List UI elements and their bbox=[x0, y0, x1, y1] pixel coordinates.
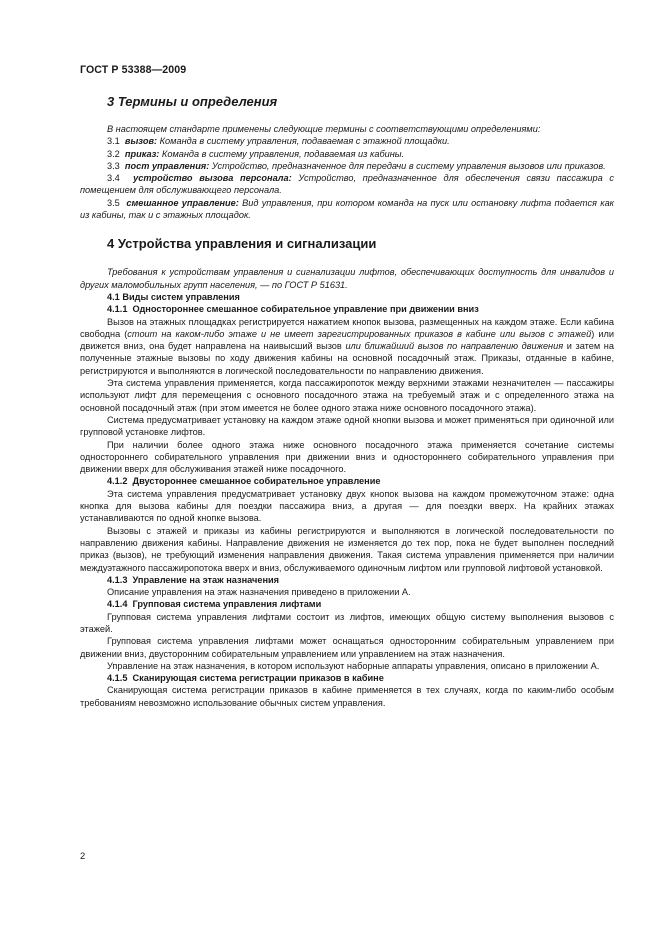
heading-4-1-5: 4.1.5 Сканирующая система регистрации приказов в кабине bbox=[107, 673, 384, 684]
section-4-intro: Требования к устройствам управления и сигнализации лифтов, обеспечивающих доступность для инвалидов и других маломобильных групп населения, — по ГОСТ Р 51631. bbox=[80, 267, 614, 290]
term-3-5: 3.5 смешанное управление: Вид управления, при котором команда на пуск или остановку лифта подается как из кабины, так и с этажных площадок. bbox=[80, 197, 615, 221]
para-4-1-1-d: При наличии более одного этажа ниже основного посадочного этажа применяется сочетание системы одностороннего собирательного управления при движении вниз и одностороннего собирательного управления при движении вверх для обслуживания этажей ниже посадочного. bbox=[80, 439, 614, 475]
heading-4-1-1: 4.1.1 Одностороннее смешанное собирательное управление при движении вниз bbox=[107, 304, 479, 315]
heading-4-1-4: 4.1.4 Групповая система управления лифтами bbox=[107, 599, 322, 610]
term-3-1: 3.1 вызов: Команда в систему управления, подаваемая с этажной площадки. bbox=[107, 136, 450, 147]
para-4-1-1-a: Вызов на этажных площадках регистрируется нажатием кнопок вызова, размещенных на каждом этаже. Если кабина свободна (стоит на каком-либо этаже и не имеет зарегистрированных приказов в кабине или вызов с этажей) или движется вниз, она будет направлена на наивысший вызов или ближайший вызов по направлению движения и затем на полученные этажные вызовы по ходу движения кабины на основной посадочный этаж. Приказы, отданные в кабине, регистрируются и выполняются в логической последовательности по направлению движения. bbox=[80, 316, 614, 376]
para-4-1-4-c: Управление на этаж назначения, в котором используют наборные аппараты управления, описано в приложении А. bbox=[107, 660, 600, 671]
term-3-2: 3.2 приказ: Команда в систему управления, подаваемая из кабины. bbox=[107, 148, 405, 159]
para-4-1-1-c: Система предусматривает установку на каждом этаже одной кнопки вызова и может применяться при одиночной или групповой установке лифтов. bbox=[80, 414, 614, 438]
para-4-1-2-a: Эта система управления предусматривает установку двух кнопок вызова на каждом промежуточном этаже: одна кнопка для вызова кабины для поездки пассажира вниз, а другая — для поездки вверх. На крайних этажах устанавливаются по одной кнопке вызова. bbox=[80, 488, 614, 524]
term-3-4: 3.4 устройство вызова персонала: Устройство, предназначенное для обеспечения связи пассажира с помещением для обслуживающего персонала. bbox=[80, 173, 614, 196]
heading-4-1: 4.1 Виды систем управления bbox=[107, 291, 240, 302]
para-4-1-2-b: Вызовы с этажей и приказы из кабины регистрируются и выполняются в логической последовательности по направлению движения кабины. Направление движения не изменяется до тех пор, пока не будет выполнен последний приказ (вызов), не требующий изменения направления движения. Такая система управления применяется при наличии междуэтажного пассажиропотока вверх и вниз, обслуживаемого одиночным лифтом или групповой лифтовой установкой. bbox=[80, 525, 614, 573]
section-3-intro: В настоящем стандарте применены следующие термины с соответствующими определениями: bbox=[107, 124, 541, 134]
term-3-3: 3.3 пост управления: Устройство, предназначенное для передачи в систему управления вызовов или приказов. bbox=[107, 160, 606, 171]
para-4-1-3: Описание управления на этаж назначения приведено в приложении А. bbox=[107, 587, 411, 598]
para-4-1-4-b: Групповая система управления лифтами может оснащаться односторонним собирательным управлением при движении вниз, двусторонним собирательным управлением или управлением на этаж назначения. bbox=[80, 636, 614, 659]
page-content bbox=[80, 94, 614, 709]
para-4-1-1-b: Эта система управления применяется, когда пассажиропоток между верхними этажами незначителен — пассажиры используют лифт для перемещения с основного посадочного этажа на требуемый этаж и с определенного этажа на основной посадочный этаж (при этом имеется не более одного этажа ниже основного посадочного этажа). bbox=[80, 378, 614, 413]
heading-4-1-3: 4.1.3 Управление на этаж назначения bbox=[107, 574, 280, 585]
section-3-title: 3 Термины и определения bbox=[107, 94, 278, 109]
document-header: ГОСТ Р 53388—2009 bbox=[80, 64, 187, 76]
para-4-1-5: Сканирующая система регистрации приказов в кабине применяется в тех случаях, когда по каким-либо особым требованиям невозможно использование обычных систем управления. bbox=[80, 685, 614, 708]
page-number: 2 bbox=[80, 850, 86, 861]
para-4-1-4-a: Групповая система управления лифтами состоит из лифтов, имеющих общую систему выполнения вызовов с этажей. bbox=[80, 611, 614, 634]
section-4-title: 4 Устройства управления и сигнализации bbox=[107, 236, 377, 252]
heading-4-1-2: 4.1.2 Двустороннее смешанное собирательное управление bbox=[107, 476, 381, 487]
